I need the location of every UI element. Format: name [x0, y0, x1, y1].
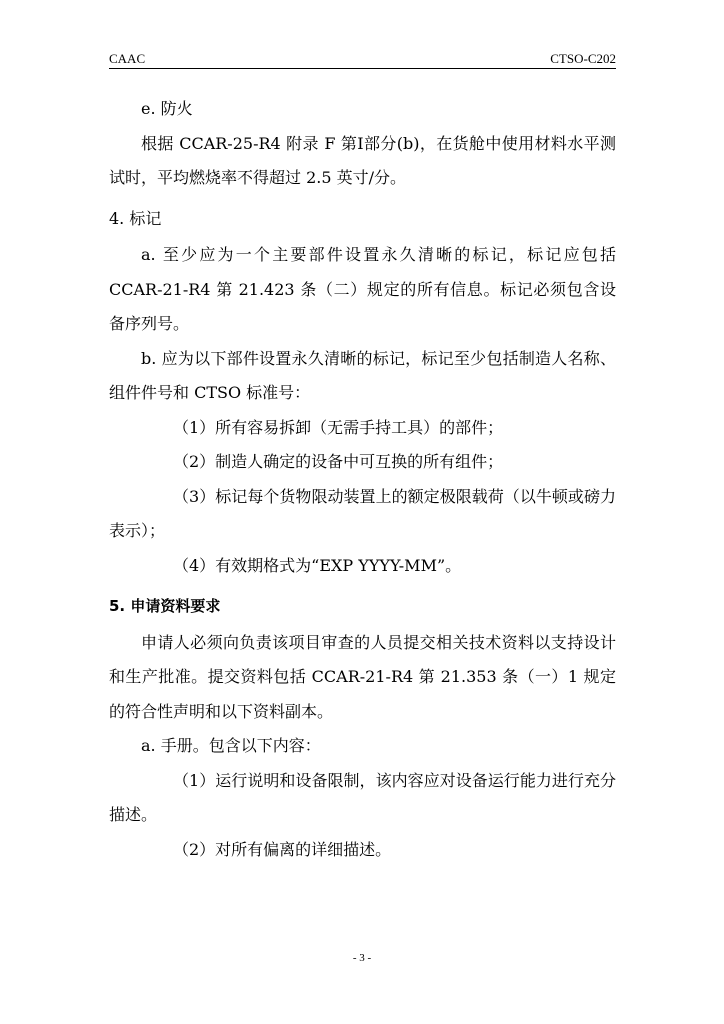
section-4-heading: 4. 标记 [109, 208, 162, 228]
paragraph-application: 申请人必须向负责该项目审查的人员提交相关技术资料以支持设计和生产批准。提交资料包括 CCAR-21-R4 第 21.353 条（一）1 规定的符合性声明和以下资料副本。 [109, 632, 616, 721]
body-text [109, 92, 616, 867]
item-e-fire: e. 防火 [141, 99, 193, 118]
header-right: CTSO-C202 [550, 51, 616, 66]
item-a-manual: a. 手册。包含以下内容： [141, 736, 321, 755]
page-header [109, 52, 616, 69]
list-item-2: （2）制造人确定的设备中可互换的所有组件； [173, 452, 504, 471]
page-number: - 3 - [352, 952, 372, 964]
paragraph-marking-a: a. 至少应为一个主要部件设置永久清晰的标记，标记应包括 CCAR-21-R4 第 21.423 条（二）规定的所有信息。标记必须包含设备序列号。 [109, 245, 616, 333]
list-item-3: （3）标记每个货物限动装置上的额定极限载荷（以牛顿或磅力表示）； [109, 486, 616, 540]
manual-item-2: （2）对所有偏离的详细描述。 [173, 839, 392, 859]
paragraph-marking-b: b. 应为以下部件设置永久清晰的标记，标记至少包括制造人名称、组件件号和 CTSO 标准号： [109, 348, 616, 402]
manual-item-1: （1）运行说明和设备限制，该内容应对设备运行能力进行充分描述。 [109, 770, 616, 824]
list-item-4: （4）有效期格式为“EXP YYYY-MM”。 [173, 555, 462, 575]
list-item-1: （1）所有容易拆卸（无需手持工具）的部件； [173, 417, 504, 437]
header-left: CAAC [109, 51, 146, 66]
section-5-heading: 5. 申请资料要求 [109, 597, 221, 615]
paragraph-burn-rate: 根据 CCAR-25-R4 附录 F 第Ⅰ部分(b)，在货舱中使用材料水平测试时，平均燃烧率不得超过 2.5 英寸/分。 [109, 133, 616, 187]
